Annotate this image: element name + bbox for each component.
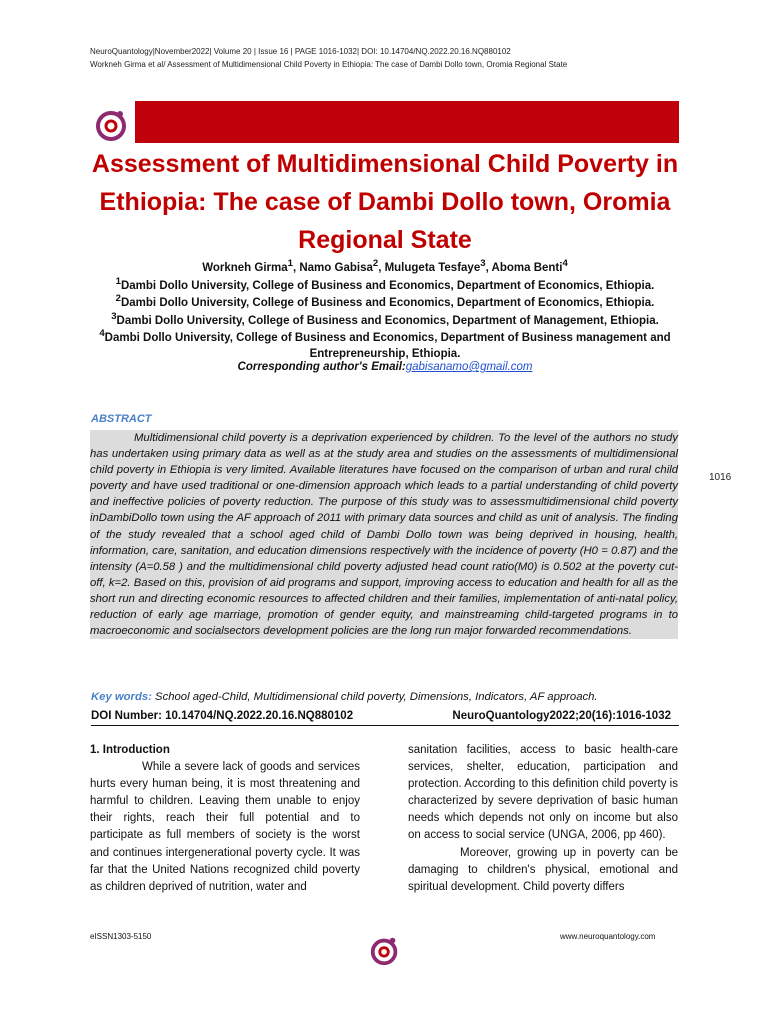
paper-title: Assessment of Multidimensional Child Poverty in Ethiopia: The case of Dambi Dollo town, Oromia Regional State <box>91 150 679 254</box>
abstract-text: Multidimensional child poverty is a deprivation experienced by children. To the level of the authors no study has undertaken using primary data as well as at the study area and studies on the assessments of multidimensional child poverty in Ethiopia is very limited. Available literatures have focused on the comparison of urban and rural child poverty and have used traditional or one-dimension approach which leads to a partial understanding of child poverty and ineffective policies of poverty reduction. The purpose of this study was to assessmultidimensional child poverty inDambiDollo town using the AF approach of 2011 with primary data sources and child as unit of analysis. The finding of the study revealed that a school aged child of Dambi Dollo town was being deprived in housing, health, information, care, sanitation, and education dimensions respectively with the incidence of poverty (H0 = 0.87) and the intensity (A=0.58 ) and the multidimensional child poverty adjusted head count ratio(M0) is 0.502 at the poverty cut-off, k=2. Based on this, provision of aid programs and support, improving access to education and health for all as the short run and directing economic resources to affected children and their families, implementation of anti-natal policy, reduction of early age marriage, promotion of gender equity, and mainstreaming child-targeted programs in to macroeconomic and socialsectors development policies are the long run major forwarded recommendations. <box>90 430 678 639</box>
footer-issn: eISSN1303-5150 <box>90 932 152 941</box>
intro-paragraph-2: Moreover, growing up in poverty can be damaging to children's physical, emotional and spiritual development. Child poverty differs <box>408 846 678 893</box>
page-number: 1016 <box>709 472 732 483</box>
running-header-citation: NeuroQuantology|November2022| Volume 20 | Issue 16 | PAGE 1016-1032| DOI: 10.14704/NQ.2022.20.16.NQ880102 <box>90 47 511 56</box>
intro-paragraph-1: While a severe lack of goods and services hurts every human being, it is most threatening and harmful to children. Leaving them unable to enjoy their rights, reach their full potential and to participate as full members of society is the worst and continues intergenerational poverty cycle. It was far that the United Nations recognized child poverty as children deprived of nutrition, water and <box>90 761 360 893</box>
affiliation-1: $^1$Dambi Dollo University, College of Business and Economics, Department of Economics, Ethiopia. <box>115 276 655 292</box>
corresponding-author <box>80 361 690 373</box>
affiliation-3: $^3$Dambi Dollo University, College of Business and Economics, Department of Management, Ethiopia. <box>111 311 659 327</box>
doi-number: DOI Number: 10.14704/NQ.2022.20.16.NQ880102 <box>91 710 354 722</box>
journal-logo-footer-icon <box>368 933 402 967</box>
affiliation-2: $^2$Dambi Dollo University, College of Business and Economics, Department of Economics, Ethiopia. <box>115 293 655 309</box>
intro-paragraph-1-continued: sanitation facilities, access to basic health-care services, shelter, education, participation and protection. According to this definition child poverty is characterized by severe deprivation of basic human needs which depends not only on income but also on access to social service (UNGA, 2006, pp 460). <box>408 744 678 842</box>
section-heading-introduction: 1. Introduction <box>90 744 170 756</box>
doi-row <box>91 710 679 726</box>
header-red-banner <box>135 101 679 143</box>
author-list: Workneh Girma$^1$, Namo Gabisa$^2$, Mulugeta Tesfaye$^3$, Aboma Benti$^4$ <box>202 258 568 274</box>
body-column-left <box>90 742 360 896</box>
abstract-heading: ABSTRACT <box>91 413 152 425</box>
corresponding-email-link[interactable]: gabisanamo@gmail.com <box>405 361 533 373</box>
keywords-label: Key words: <box>91 691 152 703</box>
running-header-title: Workneh Girma et al/ Assessment of Multidimensional Child Poverty in Ethiopia: The case of Dambi Dollo town, Oromia Regional State <box>90 60 568 69</box>
journal-citation: NeuroQuantology2022;20(16):1016-1032 <box>452 710 671 722</box>
footer-website: www.neuroquantology.com <box>560 932 656 941</box>
body-column-right <box>408 742 678 896</box>
journal-logo-icon <box>94 107 130 143</box>
affiliation-4: $^4$Dambi Dollo University, College of Business and Economics, Department of Business management and Entrepreneurship, Ethiopia. <box>99 328 671 360</box>
keywords: Key words: School aged-Child, Multidimensional child poverty, Dimensions, Indicators, AF approach. <box>91 691 598 703</box>
corresponding-label: Corresponding author's Email: <box>237 361 406 373</box>
